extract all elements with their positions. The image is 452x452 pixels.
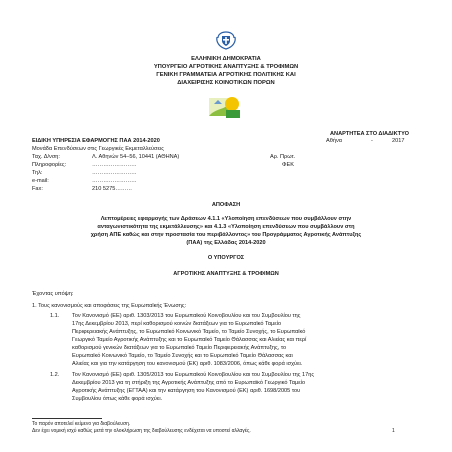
list-item-1-1-line: καθορισμού γενικών διατάξεων για το Ευρωπαϊκό Ταμείο Περιφερειακής Ανάπτυξης, το <box>72 345 287 351</box>
list-item-1-1-line: Περιφερειακής Ανάπτυξης, το Ευρωπαϊκό Κοινωνικό Ταμείο, το Ταμείο Συνοχής, το Ευρωπαϊκό <box>72 329 306 335</box>
issue-city: Αθήνα <box>326 138 342 144</box>
footer-divider <box>32 418 102 419</box>
address-label: Ταχ. Δ/νση: <box>32 154 60 160</box>
publish-note: ΑΝΑΡΤΗΤΕΑ ΣΤΟ ΔΙΑΔΙΚΤΥΟ <box>330 131 409 137</box>
list-item-1-2-line: Συμβουλίου όπως κάθε φορά ισχύει. <box>72 396 163 402</box>
sender-service: ΕΙΔΙΚΗ ΥΠΗΡΕΣΙΑ ΕΦΑΡΜΟΓΗΣ ΠΑΑ 2014-2020 <box>32 138 160 144</box>
programme-logo-icon <box>206 94 246 124</box>
fek-label: ΦΕΚ <box>282 162 294 168</box>
email-value: …………………… <box>92 178 137 184</box>
minister-title: Ο ΥΠΟΥΡΓΟΣ <box>207 255 245 261</box>
fax-label: Fax: <box>32 186 43 192</box>
list-item-1-1-line: 17ης Δεκεμβρίου 2013, περί καθορισμού κοινών διατάξεων για το Ευρωπαϊκό Ταμείο <box>72 321 282 327</box>
considering-label: Έχοντας υπόψη: <box>32 291 74 297</box>
subject-line-4: (ΠΑΑ) της Ελλάδας 2014-2020 <box>186 240 266 246</box>
general-secretariat-heading-cont: ΔΙΑΧΕΙΡΙΣΗΣ ΚΟΙΝΟΤΙΚΩΝ ΠΟΡΩΝ <box>177 80 275 86</box>
phone-value: …………………… <box>92 170 137 176</box>
email-label: e-mail: <box>32 178 49 184</box>
fax-value: 210 5275……… <box>92 186 133 192</box>
general-secretariat-heading: ΓΕΝΙΚΗ ΓΡΑΜΜΑΤΕΙΑ ΑΓΡΟΤΙΚΗΣ ΠΟΛΙΤΙΚΗΣ ΚΑΙ <box>156 72 296 78</box>
phone-label: Τηλ: <box>32 170 43 176</box>
ministry-heading: ΥΠΟΥΡΓΕΙΟ ΑΓΡΟΤΙΚΗΣ ΑΝΑΠΤΥΞΗΣ & ΤΡΟΦΙΜΩΝ <box>153 64 299 70</box>
list-item-1-2-line: Αγροτικής Ανάπτυξης (ΕΓΤΑΑ) και την κατάργηση του Κανονισμού (ΕΚ) αριθ. 1698/2005 του <box>72 388 301 394</box>
issue-year: 2017 <box>392 138 405 144</box>
list-item-1-1-line: Γεωργικό Ταμείο Αγροτικής Ανάπτυξης και το Ευρωπαϊκό Ταμείο Θάλασσας και Αλιείας και περί <box>72 337 307 343</box>
subject-line-2: ανταγωνιστικότητα της εκμετάλλευσης» και 4.1.3 «Υλοποίηση επενδύσεων που συμβάλλουν στη <box>97 224 355 230</box>
protocol-label: Αρ. Πρωτ. <box>270 154 296 160</box>
list-item-1-1-line: Αλιείας και για την κατάργηση του κανονισμού (ΕΚ) αριθ. 1083/2006, όπως κάθε φορά ισχύει. <box>72 361 303 367</box>
list-item-1-1-line: Τον Κανονισμό (ΕΕ) αριθ. 1303/2013 του Ευρωπαϊκού Κοινοβουλίου και του Συμβουλίου της <box>72 313 301 319</box>
ministry-name: ΑΓΡΟΤΙΚΗΣ ΑΝΑΠΤΥΞΗΣ & ΤΡΟΦΙΜΩΝ <box>173 271 279 277</box>
list-item-1-1-number: 1.1. <box>50 313 60 319</box>
list-item-1-2-line: Δεκεμβρίου 2013 για τη στήριξη της Αγροτικής Ανάπτυξης από το Ευρωπαϊκό Γεωργικό Ταμείο <box>72 380 306 386</box>
sender-unit: Μονάδα Επενδύσεων στις Γεωργικές Εκμεταλλεύσεις <box>32 146 164 152</box>
list-item-1-2-number: 1.2. <box>50 372 60 378</box>
footer-note-1: Το παρόν αποτελεί κείμενο για διαβούλευση. <box>32 421 131 427</box>
subject-line-1: Λεπτομέρειες εφαρμογής των Δράσεων 4.1.1 «Υλοποίηση επενδύσεων που συμβάλλουν στην <box>100 216 352 222</box>
info-value: …………………… <box>92 162 137 168</box>
subject-line-3: χρήση ΑΠΕ καθώς και στην προστασία του περιβάλλοντος» του Προγράμματος Αγροτικής Ανάπτυξης <box>90 232 362 238</box>
date-dash: - <box>371 138 373 144</box>
country-name: ΕΛΛΗΝΙΚΗ ΔΗΜΟΚΡΑΤΙΑ <box>191 56 261 62</box>
info-label: Πληροφορίες: <box>32 162 67 168</box>
decision-title: ΑΠΟΦΑΣΗ <box>211 202 241 208</box>
footer-note-2: Δεν έχει νομική ισχύ καθώς μετά την ολοκλήρωση της διαβούλευσης ενδέχεται να υποστεί αλλαγές. <box>32 428 251 434</box>
list-item-1-1-line: Ευρωπαϊκό Κοινωνικό Ταμείο, το Ταμείο Συνοχής και το Ευρωπαϊκό Ταμείο Θάλασσας και <box>72 353 293 359</box>
address-value: Λ. Αθηνών 54–56, 10441 (ΑΘΗΝΑ) <box>92 154 180 160</box>
page-number: 1 <box>392 428 395 434</box>
list-item-1: 1. Τους κανονισμούς και αποφάσεις της Ευρωπαϊκής Ένωσης: <box>32 303 187 309</box>
list-item-1-2-line: Τον Κανονισμό (ΕΕ) αριθ. 1305/2013 του Ευρωπαϊκού Κοινοβουλίου και του Συμβουλίου της 17ης <box>72 372 315 378</box>
coat-of-arms-icon <box>214 28 238 52</box>
